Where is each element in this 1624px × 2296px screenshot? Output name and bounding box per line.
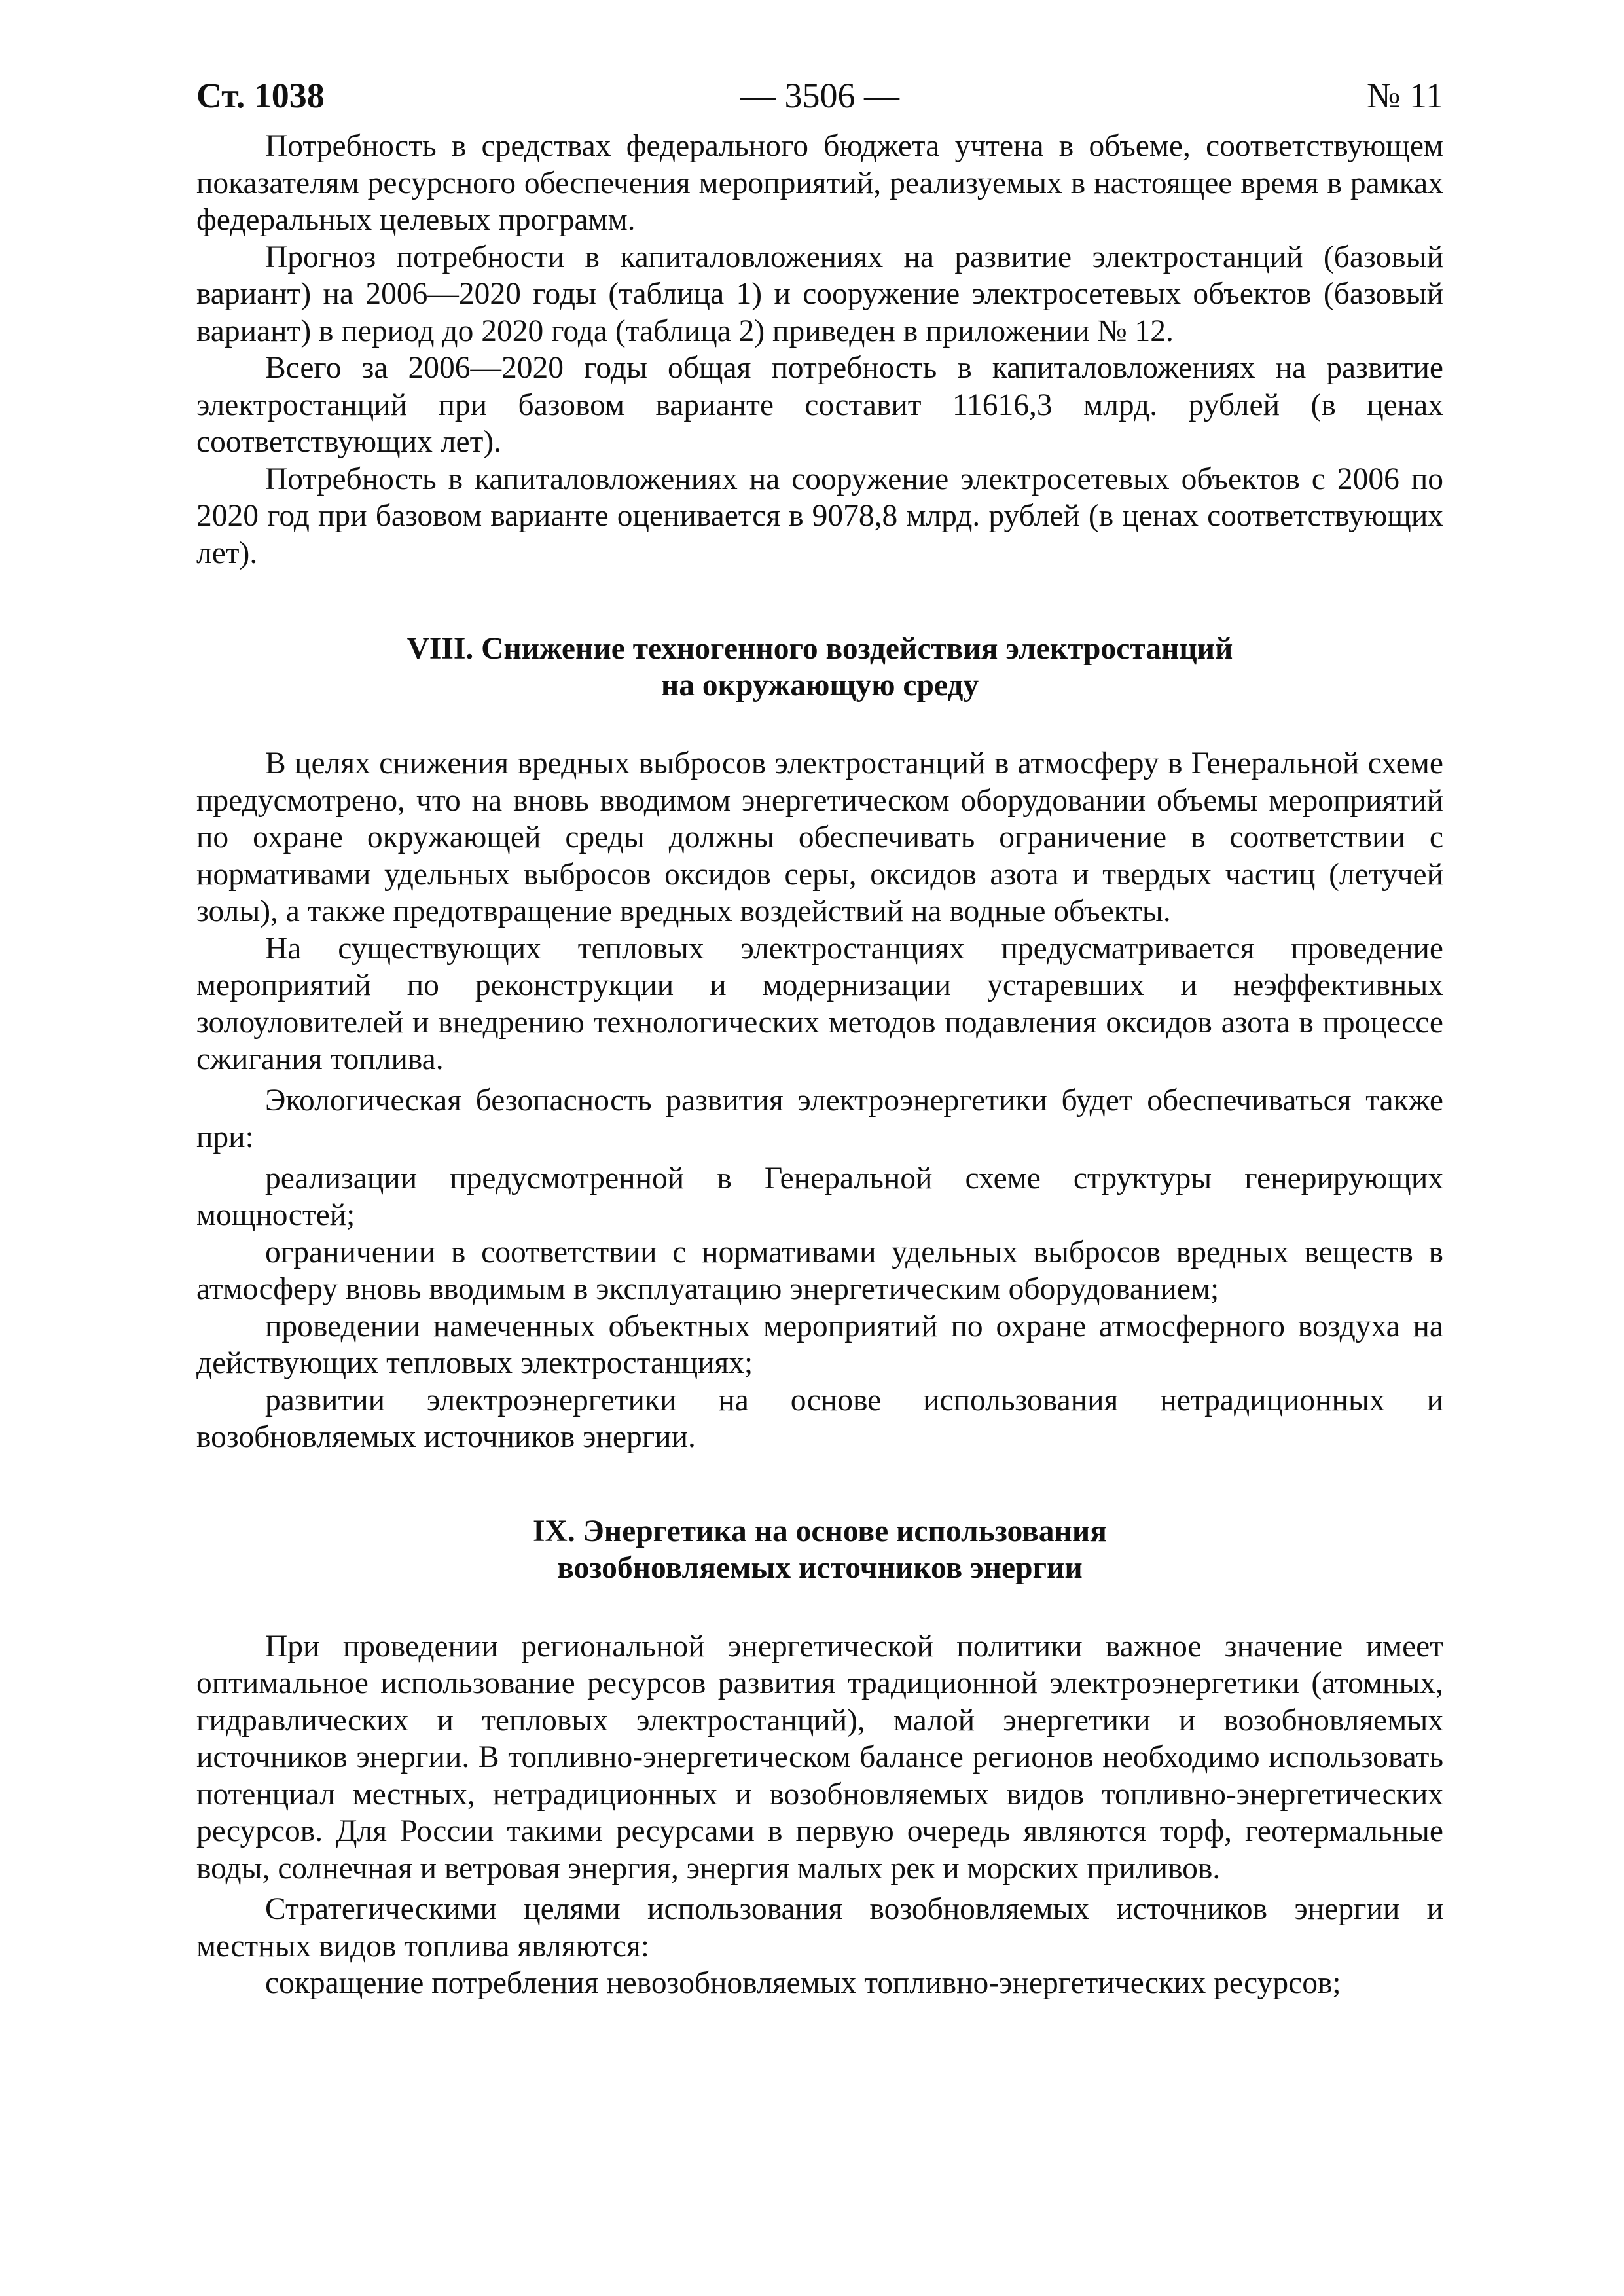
heading-line: на окружающую среду xyxy=(660,668,979,702)
list-item: реализации предусмотренной в Генеральной схеме структуры генерирующих мощностей; xyxy=(196,1161,1443,1232)
article-number: Ст. 1038 xyxy=(196,76,325,115)
section-heading xyxy=(196,1513,1443,1586)
running-header xyxy=(196,62,1443,128)
paragraph: Экологическая безопасность развития электроэнергетики будет обеспечиваться также при: xyxy=(196,1083,1443,1154)
paragraph: Стратегическими целями использования возобновляемых источников энергии и местных видов топлива являются: xyxy=(196,1892,1443,1963)
list-item: развитии электроэнергетики на основе использования нетрадиционных и возобновляемых источников энергии. xyxy=(196,1383,1443,1454)
section-heading xyxy=(196,630,1443,704)
intro-section xyxy=(196,128,1443,572)
paragraph: Потребность в капиталовложениях на сооружение электросетевых объектов с 2006 по 2020 год при базовом варианте оценивается в 9078,8 млрд. рублей (в ценах соответствующих лет). xyxy=(196,462,1443,570)
paragraph: Всего за 2006—2020 годы общая потребность в капиталовложениях на развитие электростанций при базовом варианте составит 11616,3 млрд. рублей (в ценах соответствующих лет). xyxy=(196,351,1443,459)
heading-line: возобновляемых источников энергии xyxy=(557,1550,1083,1585)
list-item: сокращение потребления невозобновляемых топливно-энергетических ресурсов; xyxy=(265,1966,1341,2000)
list-item: ограничении в соответствии с нормативами удельных выбросов вредных веществ в атмосферу вновь вводимым в эксплуатацию энергетическим оборудованием; xyxy=(196,1235,1443,1306)
document-page xyxy=(196,62,1443,2002)
section-8-body xyxy=(196,745,1443,1456)
list-item: проведении намеченных объектных мероприятий по охране атмосферного воздуха на действующих тепловых электростанциях; xyxy=(196,1309,1443,1380)
page-number: — 3506 — xyxy=(740,76,899,115)
issue-number: № 11 xyxy=(1366,76,1443,115)
paragraph: На существующих тепловых электростанциях предусматривается проведение мероприятий по реконструкции и модернизации устаревших и неэффективных золоуловителей и внедрению технологических методов подавления оксидов азота в процессе сжигания топлива. xyxy=(196,931,1443,1076)
heading-line: IX. Энергетика на основе использования xyxy=(533,1514,1107,1548)
paragraph: Прогноз потребности в капиталовложениях на развитие электростанций (базовый вариант) на 2006—2020 годы (таблица 1) и сооружение электросетевых объектов (базовый вариант) в период до 2020 года (таблица 2) приведен в приложении № 12. xyxy=(196,240,1443,348)
section-9-body xyxy=(196,1628,1443,2002)
heading-line: VIII. Снижение техногенного воздействия электростанций xyxy=(406,632,1233,666)
paragraph: Потребность в средствах федерального бюджета учтена в объеме, соответствующем показателям ресурсного обеспечения мероприятий, реализуемых в настоящее время в рамках федеральных целевых программ. xyxy=(196,129,1443,237)
paragraph: При проведении региональной энергетической политики важное значение имеет оптимальное использование ресурсов развития традиционной электроэнергетики (атомных, гидравлических и тепловых электростанций), малой энергетики и возобновляемых источников энергии. В топливно-энергетическом балансе регионов необходимо использовать потенциал местных, нетрадиционных и возобновляемых видов топливно-энергетических ресурсов. Для России такими ресурсами в первую очередь являются торф, геотермальные воды, солнечная и ветровая энергия, энергия малых рек и морских приливов. xyxy=(196,1629,1443,1886)
paragraph: В целях снижения вредных выбросов электростанций в атмосферу в Генеральной схеме предусмотрено, что на вновь вводимом энергетическом оборудовании объемы мероприятий по охране окружающей среды должны обеспечивать ограничение в соответствии с нормативами удельных выбросов оксидов серы, оксидов азота и твердых частиц (летучей золы), а также предотвращение вредных воздействий на водные объекты. xyxy=(196,746,1443,928)
